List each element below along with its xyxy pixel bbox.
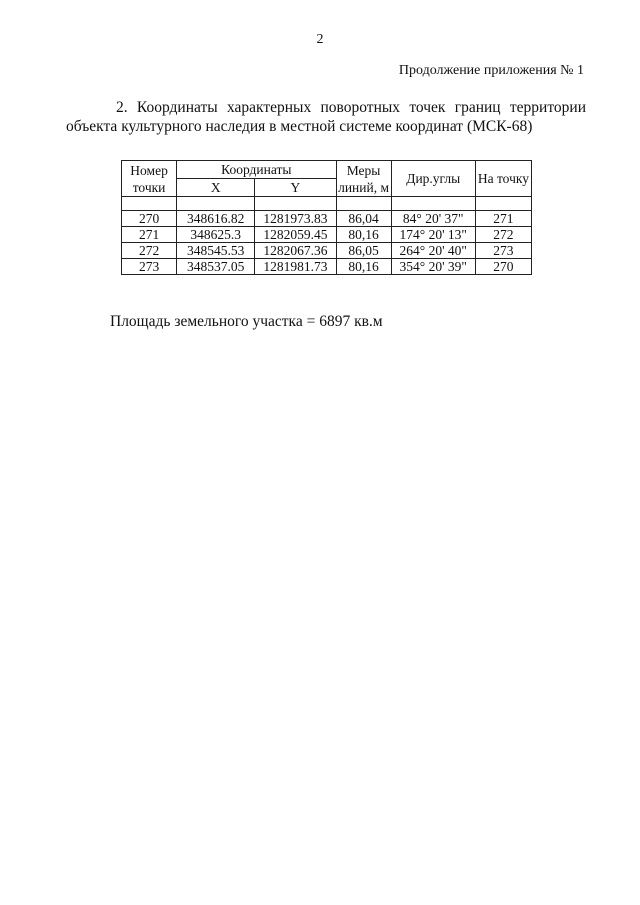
cell-to-point: 270 [475, 259, 531, 275]
land-area-statement: Площадь земельного участка = 6897 кв.м [110, 313, 383, 330]
header-point-number: Номер точки [122, 161, 177, 197]
table-row [122, 211, 532, 227]
cell-angle: 174° 20' 13" [391, 227, 475, 243]
cell-x: 348625.3 [177, 227, 255, 243]
page-number: 2 [316, 32, 324, 47]
cell-y: 1282067.36 [255, 243, 336, 259]
table-row [122, 227, 532, 243]
section-heading [66, 98, 586, 136]
cell-point: 272 [122, 243, 177, 259]
spacer-cell [255, 197, 336, 211]
cell-length: 80,16 [336, 259, 391, 275]
table-row [122, 243, 532, 259]
cell-angle: 264° 20' 40" [391, 243, 475, 259]
cell-to-point: 273 [475, 243, 531, 259]
cell-x: 348545.53 [177, 243, 255, 259]
header-line-length: Меры линий, м [336, 161, 391, 197]
cell-length: 80,16 [336, 227, 391, 243]
spacer-cell [391, 197, 475, 211]
cell-x: 348616.82 [177, 211, 255, 227]
cell-point: 270 [122, 211, 177, 227]
cell-to-point: 272 [475, 227, 531, 243]
appendix-continuation-note: Продолжение приложения № 1 [398, 63, 584, 78]
header-x: X [177, 179, 255, 197]
cell-y: 1282059.45 [255, 227, 336, 243]
cell-angle: 84° 20' 37" [391, 211, 475, 227]
spacer-cell [475, 197, 531, 211]
table-row [122, 259, 532, 275]
coordinates-table [121, 160, 532, 275]
header-coordinates: Координаты [177, 161, 336, 179]
cell-length: 86,04 [336, 211, 391, 227]
cell-angle: 354° 20' 39" [391, 259, 475, 275]
cell-point: 271 [122, 227, 177, 243]
cell-y: 1281981.73 [255, 259, 336, 275]
header-y: Y [255, 179, 336, 197]
cell-to-point: 271 [475, 211, 531, 227]
section-heading-text: 2. Координаты характерных поворотных точек границ территории объекта культурного наследия в местной системе координат (МСК-68) [66, 99, 586, 135]
table-spacer-row [122, 197, 532, 211]
spacer-cell [122, 197, 177, 211]
spacer-cell [336, 197, 391, 211]
cell-y: 1281973.83 [255, 211, 336, 227]
table-header-row [122, 161, 532, 179]
cell-point: 273 [122, 259, 177, 275]
header-to-point: На точку [475, 161, 531, 197]
spacer-cell [177, 197, 255, 211]
cell-length: 86,05 [336, 243, 391, 259]
header-direction-angles: Дир.углы [391, 161, 475, 197]
cell-x: 348537.05 [177, 259, 255, 275]
